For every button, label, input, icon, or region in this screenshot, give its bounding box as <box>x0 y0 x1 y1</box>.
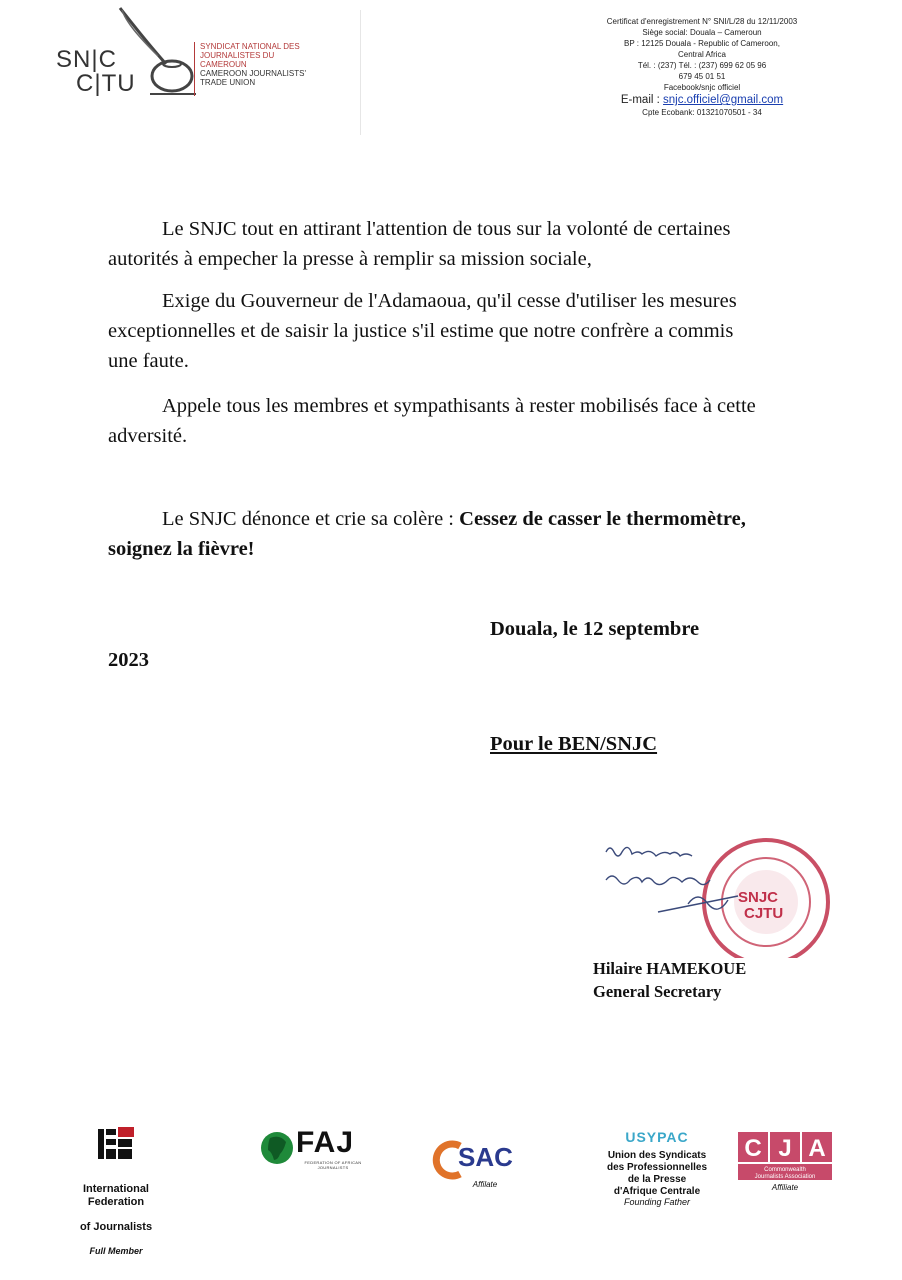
svg-text:C: C <box>744 1135 762 1162</box>
ifj-name-2: of Journalists <box>79 1221 153 1233</box>
po-box-line: BP : 12125 Douala - Republic of Cameroon, <box>624 39 780 48</box>
signatory-name: Hilaire HAMEKOUE <box>593 959 747 978</box>
cja-status: Affiliate <box>771 1183 799 1192</box>
faj-wordmark: FAJ <box>296 1126 355 1159</box>
snjc-logo <box>54 6 304 106</box>
header-contact-info <box>572 16 832 118</box>
signatory-heading: Pour le BEN/SNJC <box>490 733 658 755</box>
email-link[interactable]: snjc.officiel@gmail.com <box>663 94 784 106</box>
paragraph-attention: Le SNJC tout en attirant l'attention de tous sur la volonté de certaines autorités à empecher la presse à remplir sa mission sociale, <box>108 218 731 270</box>
svg-text:A: A <box>808 1135 826 1162</box>
logo-monogram-top: SN|C <box>56 46 117 73</box>
svg-text:Journalists Association: Journalists Association <box>754 1174 816 1180</box>
region-line: Central Africa <box>677 50 727 59</box>
logo-org-name-fr: SYNDICAT NATIONAL DES JOURNALISTES DU CAMEROUN <box>200 42 300 69</box>
usypac-name: Union des Syndicats des Professionnelles de la Presse d'Afrique Centrale <box>606 1150 708 1197</box>
cja-logo <box>738 1132 832 1182</box>
email-line <box>572 93 832 107</box>
registration-line: Certificat d'enregistrement N° SNI/L/28 du 12/11/2003 <box>606 17 798 26</box>
logo-divider <box>194 42 195 96</box>
logo-monogram-bottom: C|TU <box>76 70 136 97</box>
ifj-name: International Federation <box>82 1183 149 1208</box>
paragraph-denounce <box>108 504 768 564</box>
phone-line-2: 679 45 01 51 <box>678 72 726 81</box>
usac-wordmark: SAC <box>458 1142 513 1172</box>
signature-stamp <box>598 838 832 958</box>
header-divider <box>360 10 361 135</box>
usac-logo <box>430 1140 542 1180</box>
email-label: E-mail : <box>620 94 664 106</box>
signatory-title: General Secretary <box>593 982 722 1001</box>
usypac-status: Founding Father <box>623 1197 691 1207</box>
facebook-line: Facebook/snjc officiel <box>663 83 741 92</box>
paragraph-call-members: Appele tous les membres et sympathisants à rester mobilisés face à cette adversité. <box>108 395 756 447</box>
handwritten-signature <box>606 847 738 912</box>
slogan: Cessez de casser le thermomètre, soignez la fièvre! <box>108 508 746 560</box>
bank-account-line: Cpte Ecobank: 01321070501 - 34 <box>642 108 762 117</box>
faj-subtitle: FEDERATION OF AFRICAN JOURNALISTS <box>304 1160 362 1170</box>
logo-org-name-en: CAMEROON JOURNALISTS' TRADE UNION <box>200 69 306 87</box>
svg-text:CJTU: CJTU <box>744 905 784 922</box>
usypac-title: USYPAC <box>625 1129 689 1145</box>
faj-logo <box>260 1128 370 1170</box>
ifj-status: Full Member <box>89 1246 143 1256</box>
date-year: 2023 <box>108 649 149 671</box>
africa-globe-icon <box>260 1128 294 1168</box>
date-line: Douala, le 12 septembre <box>490 618 700 640</box>
svg-text:SNJC: SNJC <box>738 889 779 906</box>
svg-text:J: J <box>778 1135 792 1162</box>
usac-status: Affilate <box>472 1180 498 1189</box>
headquarters-line: Siège social: Douala – Cameroun <box>642 28 762 37</box>
ifj-logo <box>96 1125 136 1167</box>
phone-line: Tél. : (237) Tél. : (237) 699 62 05 96 <box>637 61 767 70</box>
paragraph-demand-governor: Exige du Gouverneur de l'Adamaoua, qu'il cesse d'utiliser les mesures exceptionnelles et de saisir la justice s'il estime que notre confrère a commis une faute. <box>108 290 737 372</box>
denounce-text: Le SNJC dénonce et crie sa colère : <box>162 508 460 530</box>
svg-text:Commonwealth: Commonwealth <box>764 1167 806 1173</box>
